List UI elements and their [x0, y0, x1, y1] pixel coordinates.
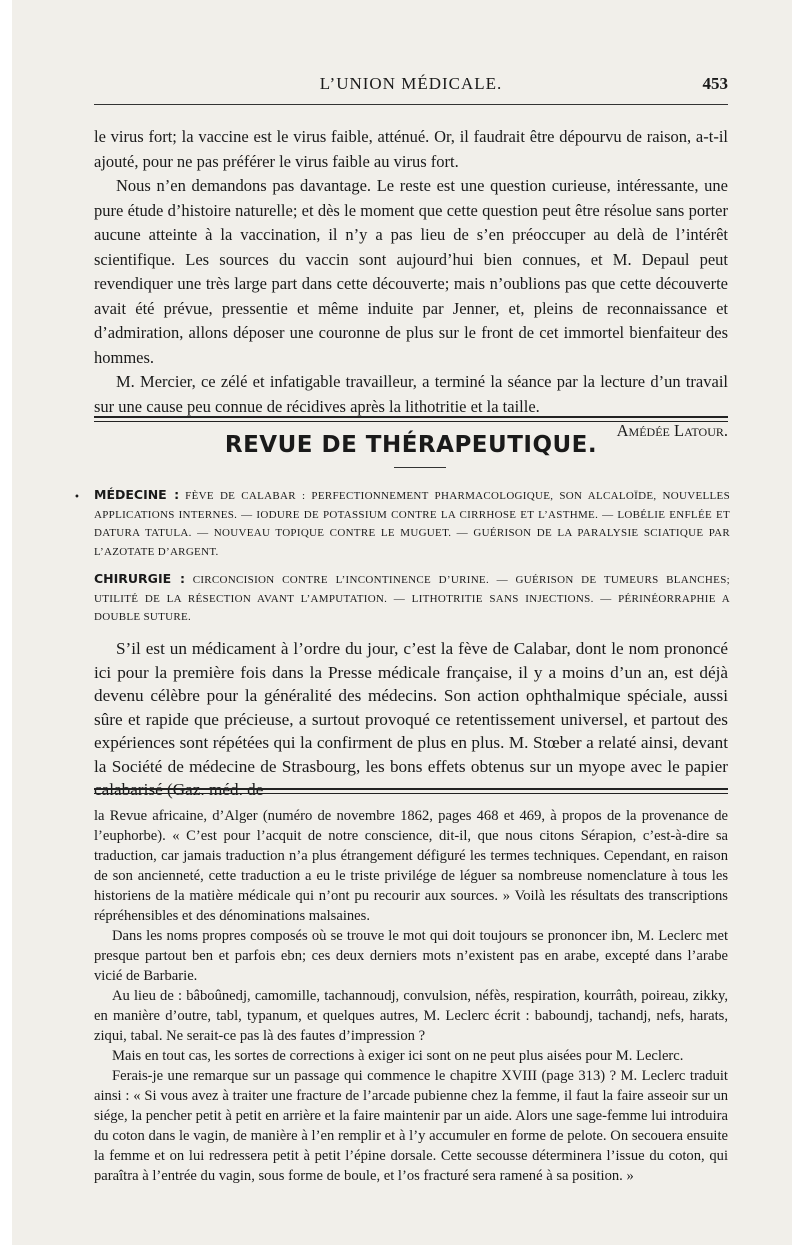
- footnote-p1: la Revue africaine, d’Alger (numéro de novembre 1862, pages 468 et 469, à propos de la provenance de l’euphorbe). « C’est pour l’acquit de notre conscience, dit-il, que nous citons Sérapion, c’est-à-dire sa traduction, car jamais traduction n’a plus étrangement défiguré les termes techniques. Cependant, en raison de son ancienneté, cette traduction a eu le triste privilége de léguer sa nombreuse nomenclature à tous les historiens de la matière médicale qui n’ont pu recourir aux sources. » Voilà les résultats des transcriptions répréhensibles et des dénominations malsaines.: [94, 808, 728, 924]
- main-paragraph: S’il est un médicament à l’ordre du jour, c’est la fève de Calabar, dont le nom prononcé ici pour la première fois dans la Presse médicale française, il y a moins d’un an, est déjà devenu célèbre pour la généralité des médecins. Son action ophthalmique spéciale, aussi sûre et rapide que précieuse, a surtout provoqué ce retentissement universel, et partout des expériences sont répétées qui la confirment de plus en plus. M. Stœber a relaté ainsi, devant la Société de médecine de Strasbourg, les bons effets obtenus sur un myope avec le papier calabarisé (Gaz. méd. de: [94, 639, 728, 799]
- paragraph-2: Nous n’en demandons pas davantage. Le reste est une question curieuse, intéressante, une pure étude d’histoire naturelle; et dès le moment que cette question peut être résolue sans porter aucune atteinte à la vaccination, il n’y a pas lieu de s’en préoccuper au delà de l’intérêt scientifique. Les sources du vaccin sont aujourd’hui bien connues, et M. Depaul peut revendiquer une très large part dans cette découverte; mais n’oublions pas que cette découverte avait été prévue, pressentie et même induite par Jenner, et, pleins de reconnaissance et d’admiration, allons déposer une couronne de plus sur le front de cet immortel bienfaiteur des hommes.: [94, 176, 728, 367]
- footnote-divider: [94, 788, 728, 794]
- header-rule: [94, 104, 728, 105]
- paragraph-3: M. Mercier, ce zélé et infatigable travailleur, a terminé la séance par la lecture d’un travail sur une cause peu connue de récidives après la lithotritie et la taille.: [94, 372, 728, 416]
- paragraph-1: le virus fort; la vaccine est le virus faible, atténué. Or, il faudrait être dépourvu de raison, a-t-il ajouté, pour ne pas préférer le virus faible au virus fort.: [94, 127, 728, 171]
- chirurgie-topics: CIRCONCISION CONTRE L’INCONTINENCE D’URINE. — GUÉRISON DE TUMEURS BLANCHES; UTILITÉ DE LA RÉSECTION AVANT L’AMPUTATION. — LITHOTRITIE SANS INJECTIONS. — PÉRINÉORRAPHIE A DOUBLE SUTURE.: [94, 574, 730, 623]
- bullet-mark: •: [74, 492, 80, 503]
- top-section: [94, 125, 728, 444]
- page: [12, 0, 792, 1245]
- footnote-p3: Au lieu de : bâboûnedj, camomille, tachannoudj, convulsion, néfès, respiration, kourrâth, poireau, zikky, en manière d’outre, tabl, typanum, et quelques autres, M. Leclerc écrit : baboundj, tachandj, nefs, harats, ziqui, tabal. Ne serait-ce pas là des fautes d’impression ?: [94, 988, 728, 1044]
- footnote-p4: Mais en tout cas, les sortes de corrections à exiger ici sont on ne peut plus aisées pour M. Leclerc.: [112, 1048, 684, 1064]
- running-title: L’UNION MÉDICALE.: [319, 74, 503, 93]
- section-title: REVUE DE THÉRAPEUTIQUE.: [224, 432, 598, 458]
- title-underline: [394, 467, 446, 468]
- medecine-heading: MÉDECINE :: [94, 487, 180, 502]
- signature: Amédée Latour.: [616, 421, 728, 440]
- page-number: 453: [702, 74, 728, 93]
- footnote-p5: Ferais-je une remarque sur un passage qui commence le chapitre XVIII (page 313) ? M. Leclerc traduit ainsi : « Si vous avez à traiter une fracture de l’arcade pubienne chez la femme, il faut la faire asseoir sur un siége, la pencher petit à petit en arrière et la faire maintenir par un aide. Alors une sage-femme lui introduira du coton dans le vagin, de manière à l’en remplir et à l’y accumuler en forme de pelote. On secouera ensuite la femme et on lui redressera petit à petit l’épine dorsale. Cette secousse déterminera l’issue du coton, qui paraîtra à l’entrée du vagin, sous forme de boule, et l’os fracturé sera ramené à sa position. »: [94, 1068, 728, 1184]
- running-head: [94, 74, 728, 104]
- footnote-p2: Dans les noms propres composés où se trouve le mot qui doit toujours se prononcer ibn, M. Leclerc met presque partout ben et parfois ebn; ces deux derniers mots n’existent pas en arabe, excepté dans l’arabe vicié de Barbarie.: [94, 928, 728, 984]
- summary-chirurgie: [94, 570, 730, 627]
- summary-medecine: [94, 486, 730, 561]
- medecine-topics: FÈVE DE CALABAR : PERFECTIONNEMENT PHARMACOLOGIQUE, SON ALCALOÏDE, NOUVELLES APPLICATIONS INTERNES. — IODURE DE POTASSIUM CONTRE LA CIRRHOSE ET L’ASTHME. — LOBÉLIE ENFLÉE ET DATURA TATULA. — NOUVEAU TOPIQUE CONTRE LE MUGUET. — GUÉRISON DE LA PARALYSIE SCIATIQUE PAR L’AZOTATE D’ARGENT.: [94, 490, 730, 558]
- chirurgie-heading: CHIRURGIE :: [94, 571, 186, 586]
- section-divider: [94, 416, 728, 422]
- footnote: [94, 806, 728, 1186]
